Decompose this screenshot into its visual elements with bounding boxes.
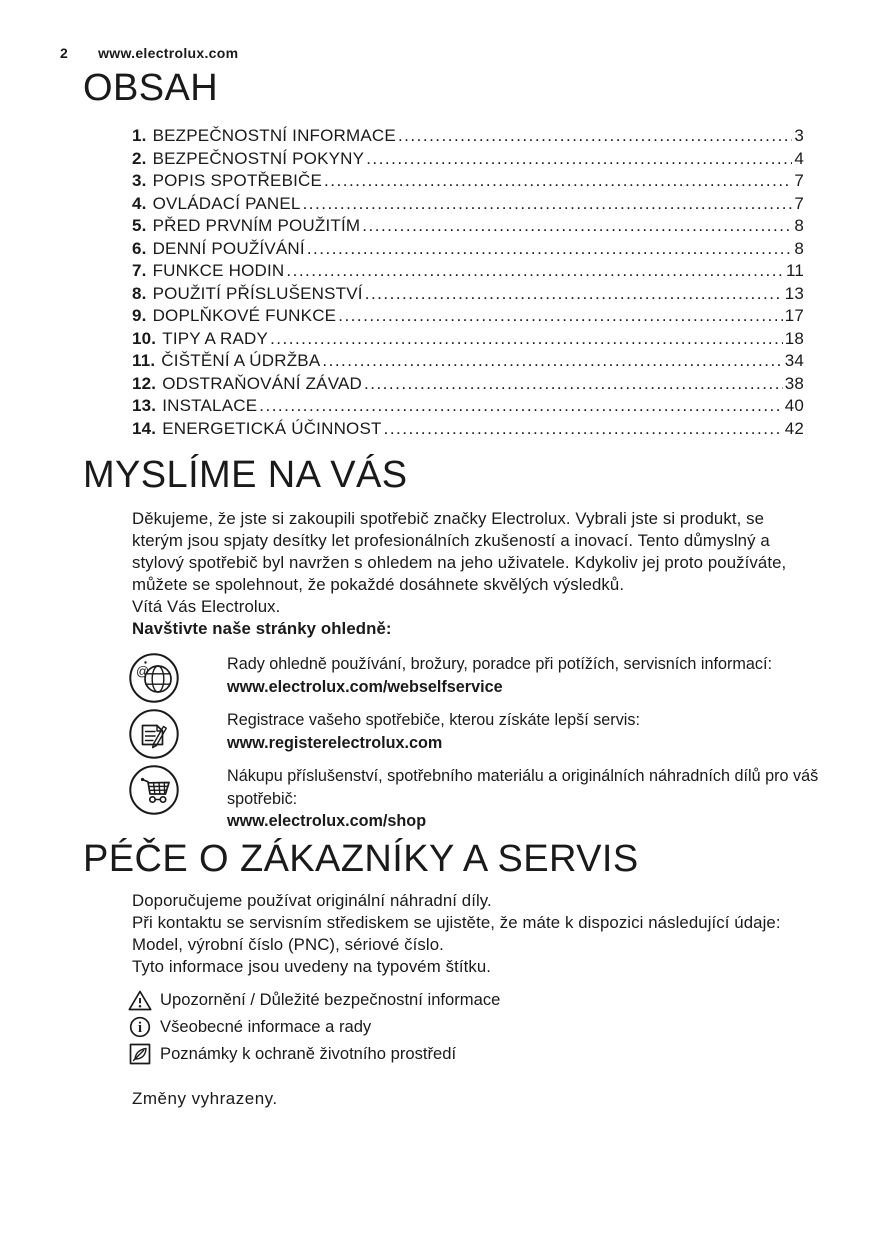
- toc-leader-dots: [270, 328, 783, 351]
- toc-entry-number: 14.: [132, 418, 157, 438]
- toc-entry-label: ČIŠTĚNÍ A ÚDRŽBA: [161, 351, 321, 370]
- toc-entry-number: 1.: [132, 126, 147, 145]
- toc-leader-dots: [286, 260, 784, 283]
- toc-leader-dots: [398, 125, 792, 148]
- toc-entry-number: 4.: [132, 193, 147, 213]
- visit-sites-heading: Navštivte naše stránky ohledně:: [132, 619, 392, 638]
- toc-entry-number: 12.: [132, 373, 157, 393]
- info-circle-icon: [128, 1015, 152, 1039]
- toc-entry-number: 13.: [132, 396, 157, 415]
- toc-entry-page: 7: [794, 193, 804, 213]
- legend-notes: [128, 987, 874, 1068]
- toc-entry-page: 40: [784, 396, 804, 415]
- toc-entry-label: ODSTRAŇOVÁNÍ ZÁVAD: [162, 373, 362, 393]
- toc-entry-label: DOPLŇKOVÉ FUNKCE: [152, 306, 337, 325]
- service-link-description: Rady ohledně používání, brožury, poradce při potížích, servisních informací:: [227, 655, 772, 673]
- toc-entry-label: DENNÍ POUŽÍVÁNÍ: [152, 238, 305, 258]
- toc-entry: [132, 260, 804, 283]
- toc-leader-dots: [365, 283, 783, 306]
- toc-leader-dots: [259, 395, 782, 418]
- toc-entry: [132, 148, 804, 171]
- toc-entry: [132, 305, 804, 328]
- legend-environment-text: Poznámky k ochraně životního prostředí: [160, 1044, 457, 1063]
- toc-entry-number: 9.: [132, 306, 147, 325]
- service-link-description: Registrace vašeho spotřebiče, kterou získáte lepší servis:: [227, 711, 640, 729]
- toc-entry-page: 7: [794, 171, 804, 190]
- shopping-cart-icon: [128, 764, 180, 816]
- toc-entry-page: 11: [785, 261, 804, 280]
- toc-entry: [132, 395, 804, 418]
- website-header: www.electrolux.com: [98, 45, 239, 61]
- toc-entry-page: 38: [784, 373, 804, 393]
- table-of-contents: [132, 125, 804, 440]
- toc-leader-dots: [384, 418, 783, 441]
- section-title-customer-care: PÉČE O ZÁKAZNÍKY A SERVIS: [83, 837, 639, 880]
- toc-entry-label: OVLÁDACÍ PANEL: [152, 193, 301, 213]
- page-number: 2: [60, 45, 69, 61]
- svg-text:i: i: [137, 1020, 143, 1036]
- toc-leader-dots: [366, 148, 792, 171]
- toc-entry-number: 11.: [132, 351, 156, 370]
- toc-entry: [132, 193, 804, 216]
- toc-title: OBSAH: [83, 67, 219, 109]
- toc-entry-label: INSTALACE: [162, 396, 258, 415]
- service-links: [128, 652, 874, 833]
- toc-entry-label: BEZPEČNOSTNÍ INFORMACE: [152, 126, 396, 145]
- toc-entry-number: 3.: [132, 171, 147, 190]
- legend-info: [128, 1014, 874, 1041]
- toc-entry-label: TIPY A RADY: [162, 328, 269, 348]
- service-link-shop: [128, 764, 874, 833]
- eco-leaf-icon: [128, 1042, 152, 1066]
- toc-leader-dots: [307, 238, 793, 261]
- toc-entry-page: 4: [794, 148, 804, 168]
- changes-reserved-note: Změny vyhrazeny.: [132, 1088, 278, 1108]
- toc-entry-label: BEZPEČNOSTNÍ POKYNY: [152, 148, 365, 168]
- toc-entry-page: 8: [794, 238, 804, 258]
- toc-entry-page: 42: [784, 418, 804, 438]
- service-link-register: [128, 708, 874, 760]
- toc-entry-number: 8.: [132, 283, 147, 303]
- globe-at-icon: [128, 652, 180, 704]
- service-link-description: Nákupu příslušenství, spotřebního materiálu a originálních náhradních dílů pro váš spotřebič:: [227, 767, 819, 808]
- toc-leader-dots: [364, 373, 783, 396]
- toc-entry-number: 7.: [132, 261, 147, 280]
- toc-entry: [132, 125, 804, 148]
- toc-entry-number: 6.: [132, 238, 147, 258]
- toc-entry-number: 2.: [132, 148, 147, 168]
- legend-environment: [128, 1041, 874, 1068]
- toc-entry: [132, 418, 804, 441]
- toc-entry-label: ENERGETICKÁ ÚČINNOST: [162, 418, 382, 438]
- thank-you-paragraph: Děkujeme, že jste si zakoupili spotřebič značky Electrolux. Vybrali jste si produkt, se kterým jsou spjaty desítky let profesionálních zkušeností a inovací. Tento důmyslný a stylový spotřebič byl navržen s ohledem na jeho uživatele. Kdykoliv jej proto používáte, můžete se spolehnout, že pokaždé dosáhnete skvělých výsledků.: [132, 509, 787, 594]
- toc-entry-page: 18: [784, 328, 804, 348]
- toc-leader-dots: [303, 193, 793, 216]
- toc-entry-label: FUNKCE HODIN: [152, 261, 285, 280]
- toc-entry-page: 13: [784, 283, 804, 303]
- warning-triangle-icon: [128, 988, 152, 1012]
- service-link-webselfservice: [128, 652, 874, 704]
- toc-entry-page: 34: [784, 351, 804, 370]
- toc-entry: [132, 215, 804, 238]
- care-line: Doporučujeme používat originální náhradní díly.: [132, 890, 492, 910]
- register-note-icon: [128, 708, 180, 760]
- toc-entry-page: 8: [794, 216, 804, 235]
- toc-leader-dots: [322, 350, 782, 373]
- intro-text: [132, 508, 814, 640]
- toc-entry-page: 17: [784, 306, 804, 325]
- legend-info-text: Všeobecné informace a rady: [160, 1017, 372, 1036]
- care-line: Tyto informace jsou uvedeny na typovém štítku.: [132, 956, 492, 976]
- service-link-url: www.electrolux.com/webselfservice: [227, 677, 503, 696]
- legend-warning-text: Upozornění / Důležité bezpečnostní informace: [160, 990, 501, 1009]
- toc-leader-dots: [338, 305, 782, 328]
- toc-entry-number: 5.: [132, 216, 147, 235]
- service-link-url: www.registerelectrolux.com: [227, 733, 443, 752]
- toc-entry: [132, 283, 804, 306]
- toc-entry: [132, 328, 804, 351]
- toc-leader-dots: [362, 215, 792, 238]
- toc-entry-page: 3: [794, 126, 804, 145]
- toc-entry: [132, 170, 804, 193]
- svg-text:@: @: [136, 663, 150, 679]
- toc-entry-label: PŘED PRVNÍM POUŽITÍM: [152, 216, 361, 235]
- toc-entry: [132, 350, 804, 373]
- section-title-we-think-of-you: MYSLÍME NA VÁS: [83, 454, 408, 496]
- toc-entry: [132, 373, 804, 396]
- toc-entry-number: 10.: [132, 328, 157, 348]
- customer-care-text: [132, 890, 814, 978]
- welcome-line: Vítá Vás Electrolux.: [132, 597, 281, 616]
- toc-entry-label: POPIS SPOTŘEBIČE: [152, 171, 323, 190]
- page-header: [0, 0, 874, 61]
- toc-entry-label: POUŽITÍ PŘÍSLUŠENSTVÍ: [152, 283, 363, 303]
- toc-entry: [132, 238, 804, 261]
- care-line: Při kontaktu se servisním střediskem se ujistěte, že máte k dispozici následující údaje: Model, výrobní číslo (PNC), sériové číslo.: [132, 912, 781, 954]
- toc-leader-dots: [324, 170, 792, 193]
- legend-warning: [128, 987, 874, 1014]
- service-link-url: www.electrolux.com/shop: [227, 812, 427, 830]
